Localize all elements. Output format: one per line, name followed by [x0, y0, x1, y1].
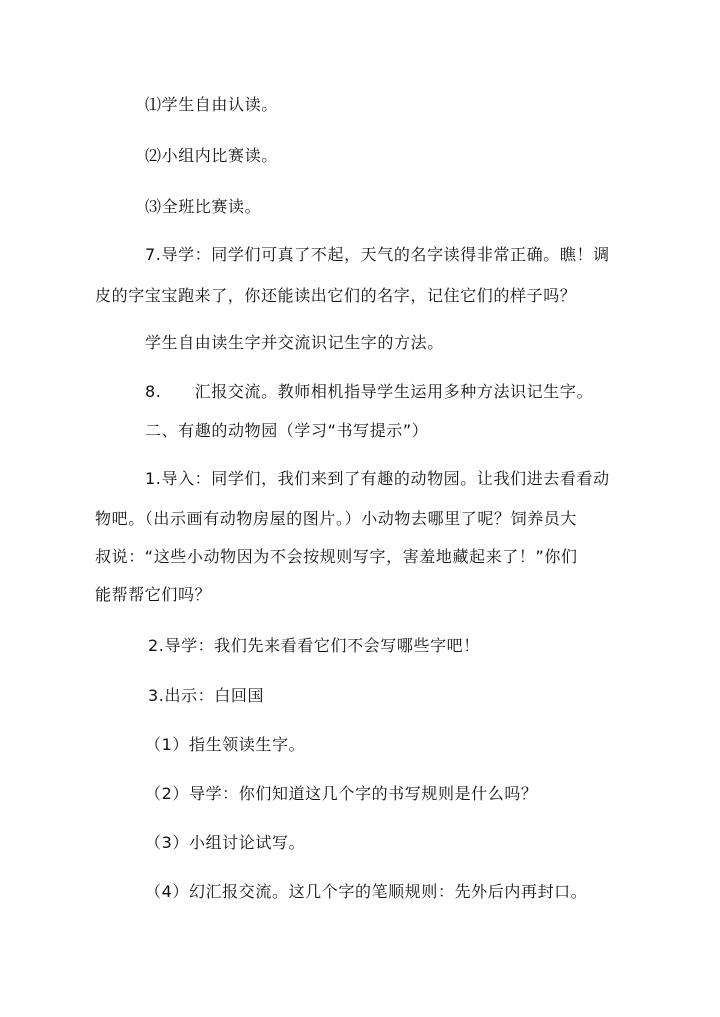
step-2: （2）导学：你们知道这几个字的书写规则是什么吗？: [145, 784, 538, 803]
paragraph-3: 3.出示：白回国: [148, 686, 265, 705]
student-activity-text: 学生自由读生字并交流识记生字的方法。: [145, 333, 444, 352]
step-1: （1）指生领读生字。: [145, 735, 306, 754]
step-4: （4）幻汇报交流。这几个字的笔顺规则：先外后内再封口。: [145, 882, 588, 901]
section-heading-2: 二、有趣的动物园（学习“书写提示”）: [145, 421, 429, 440]
paragraph-2: 2.导学：我们先来看看它们不会写哪些字吧！: [148, 636, 480, 655]
paragraph-1-line-3: 叔说：“这些小动物因为不会按规则写字，害羞地藏起来了！”你们: [95, 547, 578, 566]
sub-item-2-group-reading: ⑵小组内比赛读。: [145, 146, 278, 165]
paragraph-7-line-2: 皮的字宝宝跑来了，你还能读出它们的名字，记住它们的样子吗？: [95, 286, 577, 305]
paragraph-1-line-2: 物吧。（出示画有动物房屋的图片。）小动物去哪里了呢？饲养员大: [95, 509, 578, 528]
sub-item-1-free-reading: ⑴学生自由认读。: [145, 95, 278, 114]
sub-item-3-class-reading: ⑶全班比赛读。: [145, 197, 262, 216]
paragraph-1-line-1: 1.导入：同学们，我们来到了有趣的动物园。让我们进去看看动: [145, 469, 610, 488]
paragraph-7-line-1: 7.导学：同学们可真了不起，天气的名字读得非常正确。瞧！调: [145, 245, 610, 264]
paragraph-8: 8. 汇报交流。教师相机指导学生运用多种方法识记生字。: [145, 382, 594, 401]
step-3: （3）小组讨论试写。: [145, 833, 306, 852]
paragraph-1-line-4: 能帮帮它们吗？: [95, 585, 212, 604]
